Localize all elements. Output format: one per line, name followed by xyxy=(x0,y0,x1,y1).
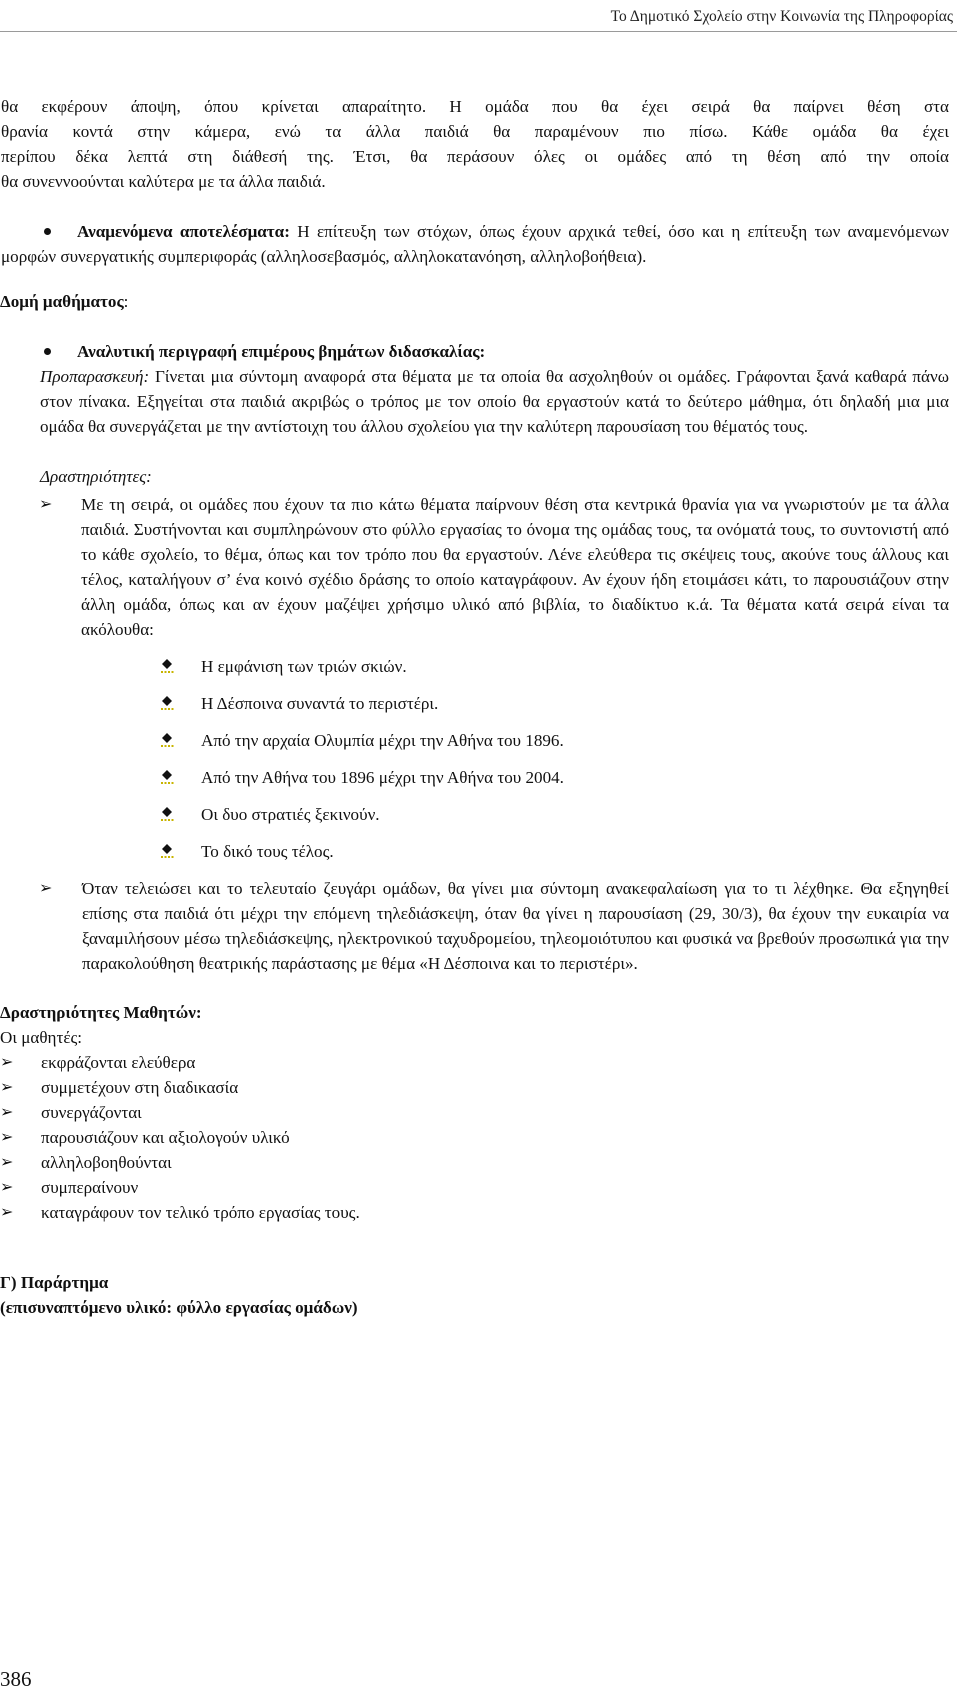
topic-text: Οι δυο στρατιές ξεκινούν. xyxy=(201,805,380,824)
diamond-bullet-icon xyxy=(161,733,173,745)
topics-list xyxy=(0,654,949,876)
prep-text: Γίνεται μια σύντομη αναφορά στα θέματα με τα οποία θα ασχοληθούν οι ομάδες. Γράφονται ξανά καθαρά πάνω στον πίνακα. Εξηγείται στα παιδιά ακριβώς ο τρόπος με τον οποίο θα εργαστούν κατά το δεύτερο μάθημα, ότι δηλαδή μια μια ομάδα θα συνεργάζεται με την αντίστοιχη του άλλου σχολείου για την καλύτερη παρουσίαση του θέματός τους. xyxy=(40,367,949,436)
arrow-bullet-icon: ➢ xyxy=(0,1204,14,1221)
page-number: 386 xyxy=(0,1667,32,1691)
list-item xyxy=(0,728,949,765)
header-title: Το Δημοτικό Σχολείο στην Κοινωνία της Πληροφορίας xyxy=(610,8,953,25)
list-item xyxy=(0,1150,949,1175)
expected-results-text: Η επίτευξη των στόχων, όπως έχουν αρχικά τεθεί, όσο και η επίτευξη των αναμενόμενων μορφών συνεργατικής συμπεριφοράς (αλληλοσεβασμός, αλληλοκατανόηση, αλληλοβοήθεια). xyxy=(1,222,949,266)
activity-item-2 xyxy=(0,876,949,976)
arrow-bullet-icon: ➢ xyxy=(39,496,53,513)
arrow-bullet-icon: ➢ xyxy=(0,1154,14,1171)
diamond-bullet-icon xyxy=(161,807,173,819)
student-activities-section xyxy=(0,1000,949,1225)
student-activity-text: συνεργάζονται xyxy=(41,1103,142,1122)
activity-item-2-text: Όταν τελειώσει και το τελευταίο ζευγάρι ομάδων, θα γίνει μια σύντομη ανακεφαλαίωση για το τι λέχθηκε. Θα εξηγηθεί επίσης στα παιδιά ότι μέχρι την επόμενη τηλεδιάσκεψη, όταν θα γίνει η παρουσίαση (29, 30/3), θα έχουν την ευκαιρία να ξαναμιλήσουν μέσω τηλεδιάσκεψης, ηλεκτρονικού ταχυδρομείου, τηλεομοιότυπου και φυσικά να βρεθούν προσωπικά για την παρακολούθηση θεατρικής παράστασης με θέμα «Η Δέσποινα και το περιστέρι». xyxy=(82,879,949,973)
arrow-bullet-icon: ➢ xyxy=(0,1054,14,1071)
lesson-structure-colon: : xyxy=(123,292,129,311)
intro-line: θα συνεννοούνται καλύτερα με τα άλλα παιδιά. xyxy=(1,172,326,191)
diamond-bullet-icon xyxy=(161,659,173,671)
arrow-bullet-icon: ➢ xyxy=(0,1079,14,1096)
intro-line: θα εκφέρουν άποψη, όπου κρίνεται απαραίτητο. Η ομάδα που θα έχει σειρά θα παίρνει θέση στα xyxy=(1,97,949,116)
arrow-bullet-icon: ➢ xyxy=(0,1129,14,1146)
intro-paragraph xyxy=(0,94,949,194)
list-item xyxy=(0,839,949,876)
list-item xyxy=(0,1175,949,1200)
analytic-block xyxy=(0,339,949,439)
diamond-bullet-icon xyxy=(161,844,173,856)
activities-label: Δραστηριότητες: xyxy=(40,467,152,486)
appendix-title: Γ) Παράρτημα xyxy=(0,1273,109,1292)
expected-results-block xyxy=(0,219,949,269)
appendix-section xyxy=(0,1270,949,1320)
list-item xyxy=(0,1200,949,1225)
activity-item-1-text: Με τη σειρά, οι ομάδες που έχουν τα πιο κάτω θέματα παίρνουν θέση στα κεντρικά θρανία για να γνωριστούν με τα άλλα παιδιά. Συστήνονται και συμπληρώνουν στο φύλλο εργασίας το όνομα της ομάδας τους, τα ονόματά τους, το συντονιστή από το κάθε σχολείο, το θέμα, όπως και τον τρόπο που θα εργαστούν. Λένε ελεύθερα τις σκέψεις τους, ακούνε τους άλλους και τέλος, καταλήγουν σ’ ένα κοινό σχέδιο δράσης το οποίο καταγράφουν. Αν έχουν ήδη ετοιμάσει κάτι, το παρουσιάζουν στην άλλη ομάδα, όπως και αν έχουν μαζέψει χρήσιμο υλικό από βιβλία, το διαδίκτυο κ.ά. Τα θέματα κατά σειρά είναι τα ακόλουθα: xyxy=(81,495,949,639)
list-item xyxy=(0,1125,949,1150)
lesson-structure-heading xyxy=(0,289,949,314)
bullet-icon xyxy=(44,228,51,235)
intro-line: περίπου δέκα λεπτά στη διάθεσή της. Έτσι, θα περάσουν όλες οι ομάδες από τη θέση από την οποία xyxy=(1,147,949,166)
list-item xyxy=(0,654,949,691)
lesson-structure-label: Δομή μαθήματος xyxy=(0,292,124,311)
student-activity-text: εκφράζονται ελεύθερα xyxy=(41,1053,196,1072)
student-activity-text: παρουσιάζουν και αξιολογούν υλικό xyxy=(41,1128,290,1147)
analytic-label: Αναλυτική περιγραφή επιμέρους βημάτων διδασκαλίας: xyxy=(77,342,486,361)
student-activity-text: συμπεραίνουν xyxy=(41,1178,139,1197)
intro-line: θρανία κοντά στην κάμερα, ενώ τα άλλα παιδιά θα παραμένουν πιο πίσω. Κάθε ομάδα θα έχει xyxy=(1,122,949,141)
activity-item-1 xyxy=(0,492,949,642)
topic-text: Από την αρχαία Ολυμπία μέχρι την Αθήνα του 1896. xyxy=(201,731,564,750)
list-item xyxy=(0,1075,949,1100)
page-header xyxy=(0,0,960,34)
topic-text: Η Δέσποινα συναντά το περιστέρι. xyxy=(201,694,439,713)
bullet-icon xyxy=(44,348,51,355)
list-item xyxy=(0,1100,949,1125)
topic-text: Η εμφάνιση των τριών σκιών. xyxy=(201,657,407,676)
student-activity-text: συμμετέχουν στη διαδικασία xyxy=(41,1078,239,1097)
arrow-bullet-icon: ➢ xyxy=(0,1104,14,1121)
appendix-subtitle: (επισυναπτόμενο υλικό: φύλλο εργασίας ομάδων) xyxy=(0,1298,358,1317)
expected-results-label: Αναμενόμενα αποτελέσματα: xyxy=(77,222,290,241)
arrow-bullet-icon: ➢ xyxy=(39,880,53,897)
diamond-bullet-icon xyxy=(161,770,173,782)
list-item xyxy=(0,765,949,802)
student-activities-subheading: Οι μαθητές: xyxy=(0,1028,83,1047)
student-activity-text: καταγράφουν τον τελικό τρόπο εργασίας τους. xyxy=(41,1203,360,1222)
topic-text: Το δικό τους τέλος. xyxy=(201,842,334,861)
list-item xyxy=(0,802,949,839)
prep-paragraph xyxy=(0,364,949,439)
topic-text: Από την Αθήνα του 1896 μέχρι την Αθήνα του 2004. xyxy=(201,768,564,787)
prep-label: Προπαρασκευή: xyxy=(40,367,150,386)
arrow-bullet-icon: ➢ xyxy=(0,1179,14,1196)
student-activities-heading: Δραστηριότητες Μαθητών: xyxy=(0,1003,202,1022)
document-body xyxy=(0,94,949,1320)
list-item xyxy=(0,1050,949,1075)
student-activity-text: αλληλοβοηθούνται xyxy=(41,1153,172,1172)
list-item xyxy=(0,691,949,728)
header-rule xyxy=(0,31,957,32)
diamond-bullet-icon xyxy=(161,696,173,708)
